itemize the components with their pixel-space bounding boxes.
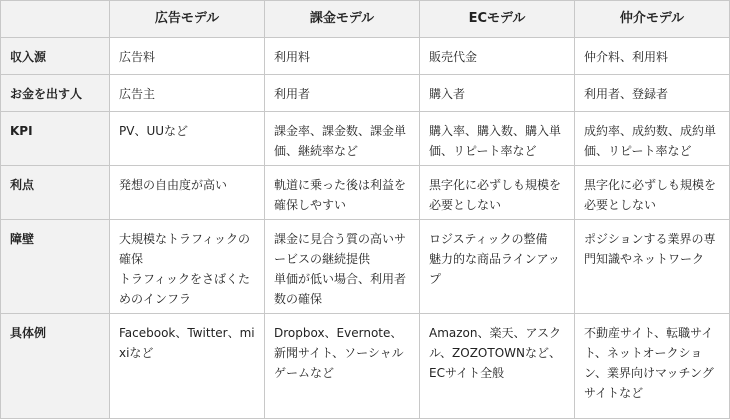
corner-cell: [1, 1, 110, 38]
header-row: [1, 1, 730, 38]
cell-line: 利用料: [274, 50, 311, 64]
cell-line: 仲介料、利用料: [584, 50, 669, 64]
cell-line: 利用者: [274, 87, 311, 101]
table-cell: [110, 38, 265, 75]
cell-line: 課金率、課金数、課金単価、継続率など: [274, 124, 407, 158]
cell-line: 広告主: [119, 87, 156, 101]
cell-line: PV、UUなど: [119, 124, 189, 138]
table-cell: [575, 75, 730, 112]
cell-line: 魅力的な商品ラインアップ: [429, 252, 560, 286]
table-cell: [265, 112, 420, 166]
table-cell: [265, 75, 420, 112]
table-cell: [575, 112, 730, 166]
column-header-billing-model: 課金モデル: [265, 1, 420, 38]
table-row-kpi: [1, 112, 730, 166]
table-cell: [420, 75, 575, 112]
table-cell: [265, 314, 420, 419]
cell-line: 不動産サイト、転職サイト、ネットオークション、業界向けマッチングサイトなど: [584, 326, 714, 400]
table-cell: [265, 38, 420, 75]
table-cell: [575, 220, 730, 314]
table-cell: [110, 220, 265, 314]
cell-line: 利用者、登録者: [584, 87, 669, 101]
cell-line: 黒字化に必ずしも規模を必要としない: [429, 178, 562, 212]
row-header-merits: 利点: [1, 166, 110, 220]
cell-line: 課金に見合う質の高いサービスの継続提供: [274, 232, 407, 266]
cell-line: 単価が低い場合、利用者数の確保: [274, 272, 407, 306]
table-cell: [110, 314, 265, 419]
cell-line: ポジションする業界の専門知識やネットワーク: [584, 232, 716, 266]
table-cell: [110, 166, 265, 220]
cell-line: 軌道に乗った後は利益を確保しやすい: [274, 178, 407, 212]
table-cell: [420, 38, 575, 75]
table-cell: [575, 166, 730, 220]
table-row-examples: [1, 314, 730, 419]
table-row-merits: [1, 166, 730, 220]
table-cell: [420, 166, 575, 220]
table-cell: [110, 112, 265, 166]
table-cell: [575, 314, 730, 419]
cell-line: 販売代金: [429, 50, 478, 64]
cell-line: Amazon、楽天、アスクル、ZOZOTOWNなど、ECサイト全般: [429, 326, 562, 380]
column-header-brokerage-model: 仲介モデル: [575, 1, 730, 38]
row-header-examples: 具体例: [1, 314, 110, 419]
cell-line: 購入率、購入数、購入単価、リピート率など: [429, 124, 562, 158]
table-cell: [420, 314, 575, 419]
column-header-ec-model: ECモデル: [420, 1, 575, 38]
table-cell: [420, 112, 575, 166]
table-row-payer: [1, 75, 730, 112]
table-row-barriers: [1, 220, 730, 314]
row-header-barriers: 障壁: [1, 220, 110, 314]
table-cell: [575, 38, 730, 75]
cell-line: ロジスティックの整備: [429, 232, 548, 246]
table-cell: [110, 75, 265, 112]
cell-line: Dropbox、Evernote、新聞サイト、ソーシャルゲームなど: [274, 326, 404, 380]
cell-line: Facebook、Twitter、mixiなど: [119, 326, 255, 360]
cell-line: 広告料: [119, 50, 156, 64]
column-header-ad-model: 広告モデル: [110, 1, 265, 38]
row-header-revenue-source: 収入源: [1, 38, 110, 75]
table-cell: [265, 166, 420, 220]
row-header-kpi: KPI: [1, 112, 110, 166]
cell-line: トラフィックをさばくためのインフラ: [119, 272, 251, 306]
cell-line: 大規模なトラフィックの確保: [119, 232, 251, 266]
cell-line: 発想の自由度が高い: [119, 178, 228, 192]
cell-line: 黒字化に必ずしも規模を必要としない: [584, 178, 717, 212]
table-row-revenue-source: [1, 38, 730, 75]
table-cell: [420, 220, 575, 314]
cell-line: 購入者: [429, 87, 466, 101]
table-cell: [265, 220, 420, 314]
cell-line: 成約率、成約数、成約単価、リピート率など: [584, 124, 717, 158]
row-header-payer: お金を出す人: [1, 75, 110, 112]
